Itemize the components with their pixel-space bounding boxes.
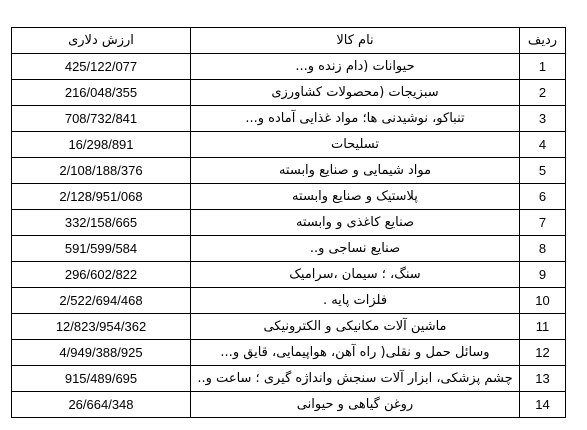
row-number-cell: 7 — [520, 210, 566, 236]
goods-name-cell: صنایع کاغذی و وابسته — [191, 210, 520, 236]
table-row — [12, 106, 566, 132]
goods-name-cell: تنباکو، نوشیدنی ها؛ مواد غذایی آماده و... — [191, 106, 520, 132]
goods-name-cell: روغن گیاهی و حیوانی — [191, 392, 520, 418]
table-row — [12, 314, 566, 340]
dollar-value-cell: 591/599/584 — [12, 236, 191, 262]
table-row — [12, 262, 566, 288]
header-dollar-value: ارزش دلاری — [12, 28, 191, 54]
table-row — [12, 366, 566, 392]
dollar-value-cell: 2/522/694/468 — [12, 288, 191, 314]
table-row — [12, 158, 566, 184]
header-row-number: ردیف — [520, 28, 566, 54]
row-number-cell: 13 — [520, 366, 566, 392]
row-number-cell: 10 — [520, 288, 566, 314]
table-row — [12, 184, 566, 210]
dollar-value-cell: 915/489/695 — [12, 366, 191, 392]
goods-name-cell: صنایع نساجی و.. — [191, 236, 520, 262]
dollar-value-cell: 2/108/188/376 — [12, 158, 191, 184]
goods-name-cell: چشم پزشکی، ابزار آلات سنجش وانداژه گیری ؛ ساعت و.. — [191, 366, 520, 392]
goods-value-table — [11, 27, 566, 418]
table-row — [12, 288, 566, 314]
row-number-cell: 6 — [520, 184, 566, 210]
goods-name-cell: حیوانات (دام زنده و... — [191, 54, 520, 80]
table-row — [12, 132, 566, 158]
table-row — [12, 80, 566, 106]
table-row — [12, 392, 566, 418]
row-number-cell: 14 — [520, 392, 566, 418]
header-goods-name: نام کالا — [191, 28, 520, 54]
goods-name-cell: سنگ، ؛ سیمان ،سرامیک — [191, 262, 520, 288]
dollar-value-cell: 12/823/954/362 — [12, 314, 191, 340]
dollar-value-cell: 16/298/891 — [12, 132, 191, 158]
dollar-value-cell: 296/602/822 — [12, 262, 191, 288]
row-number-cell: 1 — [520, 54, 566, 80]
dollar-value-cell: 26/664/348 — [12, 392, 191, 418]
table-row — [12, 210, 566, 236]
row-number-cell: 2 — [520, 80, 566, 106]
goods-name-cell: مواد شیمایی و صنایع وابسته — [191, 158, 520, 184]
table-row — [12, 54, 566, 80]
goods-name-cell: وسائل حمل و نقلی( راه آهن، هواپیمایی، قایق و... — [191, 340, 520, 366]
row-number-cell: 11 — [520, 314, 566, 340]
goods-name-cell: ماشین آلات مکانیکی و الکترونیکی — [191, 314, 520, 340]
table-row — [12, 236, 566, 262]
dollar-value-cell: 332/158/665 — [12, 210, 191, 236]
goods-name-cell: سبزیجات (محصولات کشاورزی — [191, 80, 520, 106]
row-number-cell: 3 — [520, 106, 566, 132]
row-number-cell: 12 — [520, 340, 566, 366]
dollar-value-cell: 2/128/951/068 — [12, 184, 191, 210]
dollar-value-cell: 4/949/388/925 — [12, 340, 191, 366]
row-number-cell: 5 — [520, 158, 566, 184]
table-body — [12, 54, 566, 418]
goods-name-cell: تسلیحات — [191, 132, 520, 158]
row-number-cell: 9 — [520, 262, 566, 288]
table-header-row — [12, 28, 566, 54]
goods-name-cell: پلاستیک و صنایع وابسته — [191, 184, 520, 210]
goods-name-cell: فلزات پایه . — [191, 288, 520, 314]
row-number-cell: 8 — [520, 236, 566, 262]
table-row — [12, 340, 566, 366]
dollar-value-cell: 708/732/841 — [12, 106, 191, 132]
dollar-value-cell: 425/122/077 — [12, 54, 191, 80]
dollar-value-cell: 216/048/355 — [12, 80, 191, 106]
row-number-cell: 4 — [520, 132, 566, 158]
